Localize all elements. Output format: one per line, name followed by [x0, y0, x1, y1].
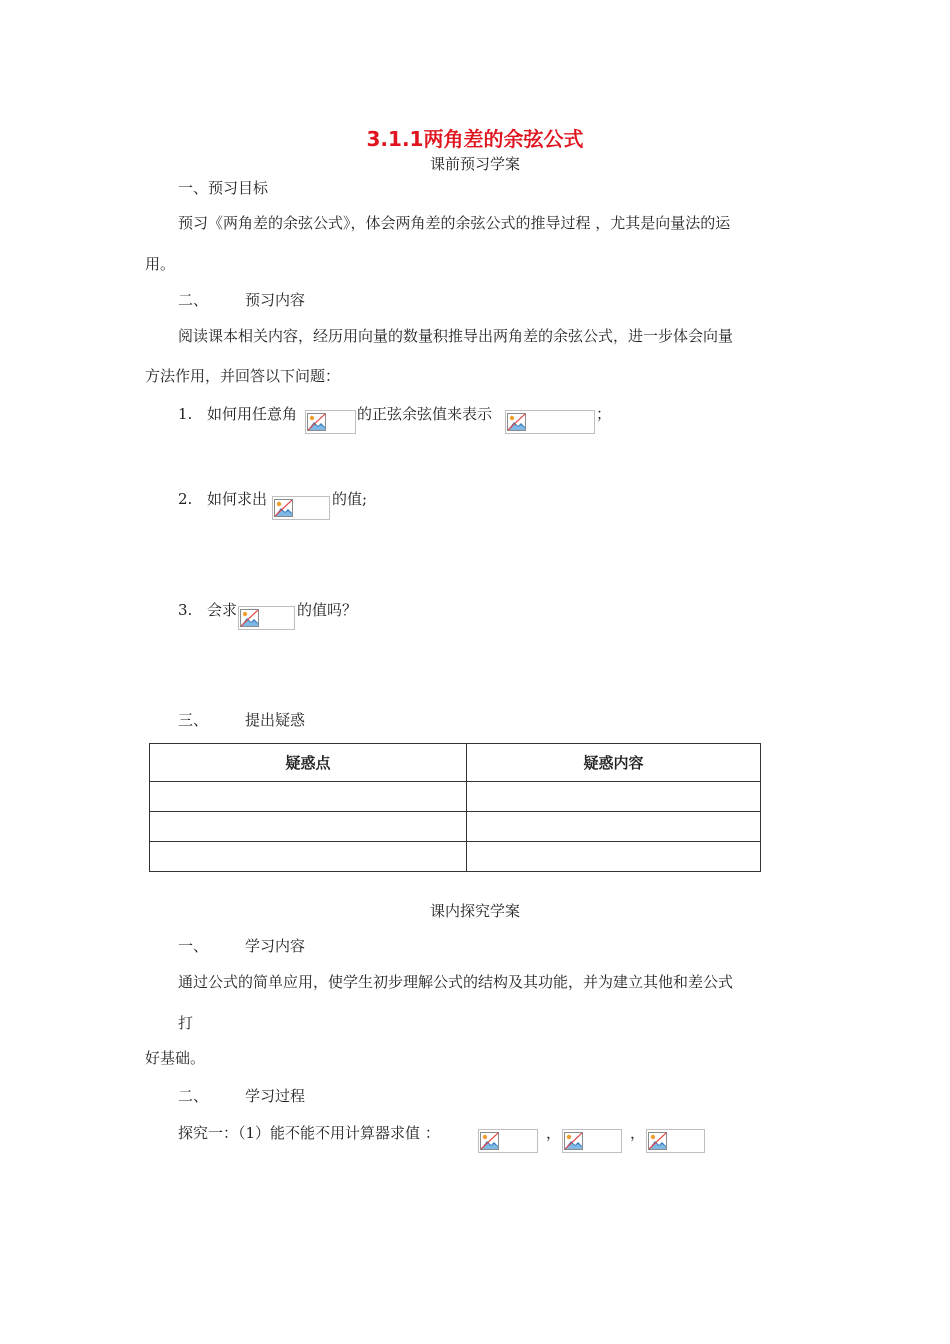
learn-heading: 学习内容 [245, 937, 306, 955]
table-header-row [150, 744, 761, 782]
question-1-text-c: ； [596, 405, 612, 423]
separator-comma: ， [630, 1124, 646, 1142]
table-cell[interactable] [150, 842, 467, 872]
goal-text-line2: 用。 [145, 255, 176, 273]
learn-text-line2: 打 [178, 1014, 194, 1032]
content-heading: 预习内容 [245, 291, 306, 309]
formula-image [562, 1129, 622, 1153]
table-header-doubt-point: 疑惑点 [150, 744, 467, 782]
question-2-text-b: 的值; [332, 490, 368, 508]
formula-image [305, 410, 356, 434]
section-heading-inclass: 课内探究学案 [429, 902, 520, 920]
formula-image [505, 410, 595, 434]
table-cell[interactable] [467, 782, 761, 812]
table-cell[interactable] [467, 842, 761, 872]
page-title: 3.1.1两角差的余弦公式 [366, 127, 584, 151]
table-header-doubt-content: 疑惑内容 [467, 744, 761, 782]
doubt-heading: 提出疑惑 [245, 711, 306, 729]
doubts-table [149, 743, 761, 872]
broken-image-icon [240, 609, 259, 627]
broken-image-icon [274, 499, 293, 517]
table-row [150, 782, 761, 812]
question-1-number: 1. [178, 405, 193, 423]
learn-number: 一、 [178, 937, 209, 955]
broken-image-icon [564, 1132, 583, 1150]
content-text-line1: 阅读课本相关内容，经历用向量的数量积推导出两角差的余弦公式，进一步体会向量 [178, 327, 734, 345]
question-2-number: 2. [178, 490, 193, 508]
table-row [150, 842, 761, 872]
content-text-line2: 方法作用，并回答以下问题： [145, 367, 341, 385]
table-row [150, 812, 761, 842]
content-number: 二、 [178, 291, 209, 309]
table-cell[interactable] [150, 782, 467, 812]
formula-image [478, 1129, 538, 1153]
question-3-number: 3. [178, 601, 193, 619]
question-3-text-a: 会求 [207, 601, 238, 619]
question-3-text-b: 的值吗？ [297, 601, 358, 619]
table-cell[interactable] [150, 812, 467, 842]
question-2-text-a: 如何求出 [207, 490, 268, 508]
process-heading: 学习过程 [245, 1087, 306, 1105]
process-number: 二、 [178, 1087, 209, 1105]
formula-image [238, 606, 295, 630]
formula-image [646, 1129, 705, 1153]
question-1-text-a: 如何用任意角 [207, 405, 298, 423]
goal-heading: 一、预习目标 [178, 179, 269, 197]
formula-image [272, 496, 330, 520]
broken-image-icon [648, 1132, 667, 1150]
broken-image-icon [307, 413, 326, 431]
learn-text-line3: 好基础。 [145, 1049, 206, 1067]
question-1-text-b: 的正弦余弦值来表示 [357, 405, 493, 423]
doubt-number: 三、 [178, 711, 209, 729]
goal-text-line1: 预习《两角差的余弦公式》，体会两角差的余弦公式的推导过程 ，尤其是向量法的运 [178, 214, 731, 232]
learn-text-line1: 通过公式的简单应用，使学生初步理解公式的结构及其功能，并为建立其他和差公式 [178, 973, 734, 991]
section-heading-preview: 课前预习学案 [429, 155, 520, 173]
broken-image-icon [480, 1132, 499, 1150]
table-cell[interactable] [467, 812, 761, 842]
separator-comma: ， [546, 1124, 562, 1142]
explore-text: 探究一：（1）能不能不用计算器求值 ： [178, 1124, 440, 1142]
broken-image-icon [507, 413, 526, 431]
